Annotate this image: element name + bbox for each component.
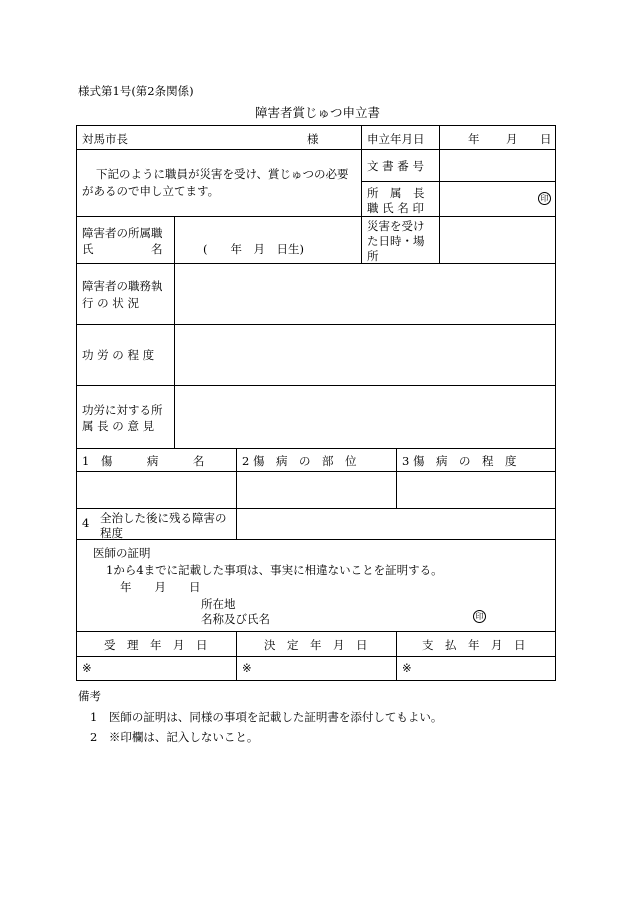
injury-name-header: 1 傷 病 名 bbox=[82, 454, 205, 468]
disaster-label-2: た日時・場 bbox=[367, 234, 425, 248]
department-head-label-2: 職 氏 名 印 bbox=[367, 201, 424, 215]
decision-date-label: 決 定 年 月 日 bbox=[264, 638, 368, 652]
person-label-1: 障害者の所属職 bbox=[82, 226, 163, 240]
payment-date-mark: ※ bbox=[402, 661, 412, 675]
opinion-label-1: 功労に対する所 bbox=[82, 403, 163, 417]
merit-label: 功 労 の 程 度 bbox=[82, 348, 155, 362]
decision-date-mark: ※ bbox=[242, 661, 252, 675]
disaster-label-3: 所 bbox=[367, 249, 379, 263]
doctor-seal-icon: 印 bbox=[473, 610, 486, 623]
notes-title: 備考 bbox=[78, 689, 101, 703]
application-date-year[interactable]: 年 bbox=[468, 132, 480, 146]
statement-line-1: 下記のように職員が災害を受け、賞じゅつの必要 bbox=[96, 167, 349, 181]
injury-site-header: 2 傷 病 の 部 位 bbox=[242, 454, 357, 468]
department-head-label-1: 所 属 長 bbox=[367, 186, 425, 200]
payment-date-label: 支 払 年 月 日 bbox=[422, 638, 526, 652]
note-item-1: 1 医師の証明は、同様の事項を記載した証明書を添付してもよい。 bbox=[90, 710, 443, 724]
person-label-2: 氏 名 bbox=[82, 242, 163, 256]
application-date-day[interactable]: 日 bbox=[540, 132, 552, 146]
disaster-label-1: 災害を受け bbox=[367, 219, 425, 233]
addressee: 対馬市長 bbox=[82, 132, 128, 146]
form-number: 様式第1号(第2条関係) bbox=[78, 84, 194, 98]
injury-degree-header: 3 傷 病 の 程 度 bbox=[402, 454, 517, 468]
seal-icon: 印 bbox=[538, 192, 551, 205]
residual-label-1: 全治した後に残る障害の bbox=[100, 511, 227, 525]
application-date-label: 申立年月日 bbox=[367, 132, 425, 146]
duty-label-1: 障害者の職務執 bbox=[82, 279, 163, 293]
doctor-cert-title: 医師の証明 bbox=[93, 546, 151, 560]
doctor-cert-text: 1から4までに記載した事項は、事実に相違ないことを証明する。 bbox=[106, 563, 443, 577]
birth-date-note: ( 年 月 日生) bbox=[203, 242, 304, 256]
residual-label-2: 程度 bbox=[100, 526, 123, 540]
addressee-honorific: 様 bbox=[307, 132, 319, 146]
statement-line-2: があるので申し立てます。 bbox=[82, 184, 220, 198]
received-date-label: 受 理 年 月 日 bbox=[104, 638, 208, 652]
form-title: 障害者賞じゅつ申立書 bbox=[255, 105, 381, 120]
doctor-cert-date: 年 月 日 bbox=[120, 580, 201, 594]
note-item-2: 2 ※印欄は、記入しないこと。 bbox=[90, 730, 259, 744]
received-date-mark: ※ bbox=[82, 661, 92, 675]
document-number-label: 文 書 番 号 bbox=[367, 159, 424, 173]
opinion-label-2: 属 長 の 意 見 bbox=[82, 419, 155, 433]
doctor-name-label: 名称及び氏名 bbox=[201, 612, 270, 626]
application-date-month[interactable]: 月 bbox=[506, 132, 518, 146]
doctor-address-label: 所在地 bbox=[201, 597, 236, 611]
duty-label-2: 行 の 状 況 bbox=[82, 296, 139, 310]
residual-number: 4 bbox=[82, 516, 90, 530]
